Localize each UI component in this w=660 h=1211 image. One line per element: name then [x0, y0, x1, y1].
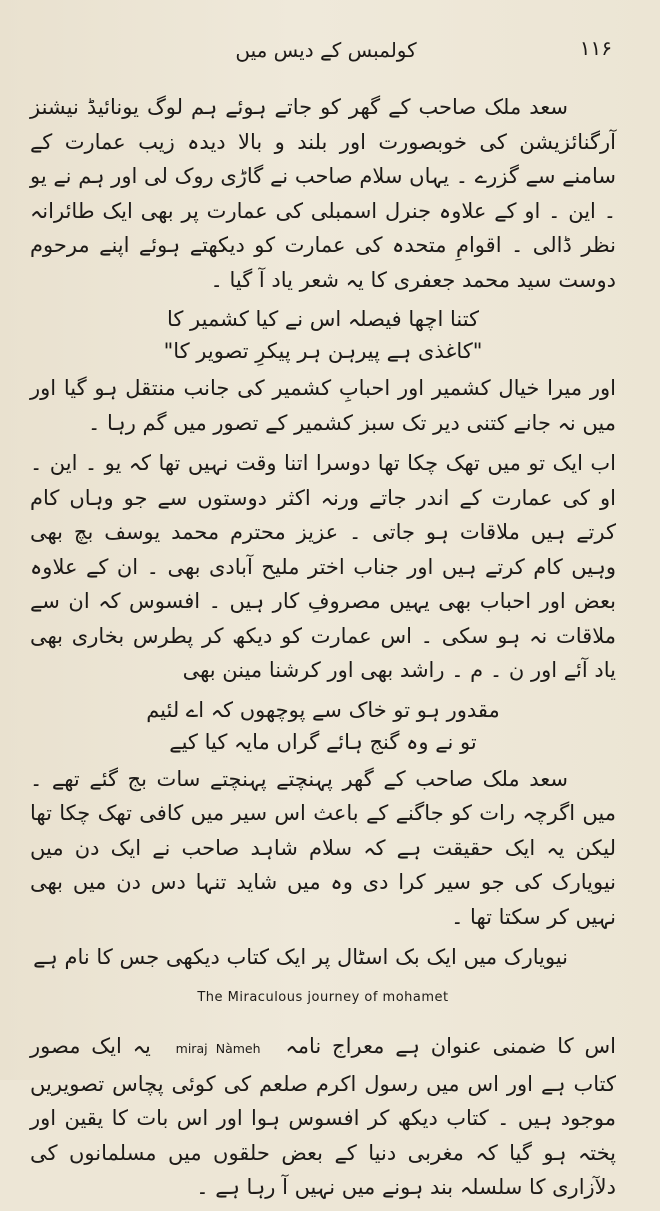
paragraph-2: اور میرا خیال کشمیر اور احبابِ کشمیر کی جانب منتقل ہو گیا اور میں نہ جانے کتنی دیر تک سبز کشمیر کے تصور میں گم رہا ۔ — [30, 376, 616, 435]
book-title-english: The Miraculous journey of mohamet — [197, 989, 449, 1005]
couplet-line-1: مقدور ہو تو خاک سے پوچھوں کہ اے لئیم — [146, 697, 500, 722]
couplet-kashmir — [30, 303, 616, 367]
paragraph-6-after: یہ ایک مصور کتاب ہے اور اس میں رسول اکرم صلعم کی کوئی پچاس تصویریں موجود ہیں ۔ کتاب دیکھ کر افسوس ہوا اور اس بات کا یقین اور پختہ ہو گیا کہ مغربی دنیا کے بعض حلقوں میں مسلمانوں کی دلآزاری کا سلسلہ بند ہونے میں نہیں آ رہا ہے ۔ — [30, 1034, 616, 1199]
couplet-persian — [30, 694, 616, 758]
body-text — [30, 90, 616, 1211]
page-header — [40, 36, 612, 70]
paragraph-5: نیویارک میں ایک بک اسٹال پر ایک کتاب دیکھی جس کا نام ہے — [33, 945, 568, 969]
paragraph-3: اب ایک تو میں تھک چکا تھا دوسرا اتنا وقت نہیں تھا کہ یو ۔ این ۔ او کی عمارت کے اندر جاتے ورنہ اکثر دوستوں سے جو وہاں کام کرتے ہیں ملاقات ہو جاتی ۔ عزیز محترم محمد یوسف بچ بھی وہیں کام کرتے ہیں اور جناب اختر ملیح آبادی بھی ۔ ان کے علاوہ بعض اور احباب بھی یہیں مصروفِ کار ہیں ۔ افسوس کہ ان سے ملاقات نہ ہو سکی ۔ اس عمارت کو دیکھ کر پطرس بخاری بھی یاد آئے اور ن ۔ م ۔ راشد بھی اور کرشنا مینن بھی — [30, 451, 616, 682]
couplet-line-1: کتنا اچھا فیصلہ اس نے کیا کشمیر کا — [166, 307, 480, 331]
miraj-nameh-latin: miraj Nàmeh — [175, 1041, 261, 1056]
running-title: کولمبس کے دیس میں — [235, 38, 417, 62]
paragraph-6 — [30, 1029, 616, 1205]
couplet-line-2: تو نے وہ گنج ہائے گراں مایہ کیا کیے — [169, 729, 477, 754]
page-number: ۱۱۶ — [579, 36, 612, 60]
paragraph-6-before: اس کا ضمنی عنوان ہے معراج نامہ — [285, 1034, 616, 1058]
couplet-line-2: "کاغذی ہے پیرہن ہر پیکرِ تصویر کا" — [163, 339, 483, 363]
paragraph-4: سعد ملک صاحب کے گھر پہنچتے پہنچتے سات بج گئے تھے ۔ میں اگرچہ رات کو جاگنے کے باعث اس سیر میں کافی تھک چکا تھا لیکن یہ ایک حقیقت ہے کہ سلام شاہد صاحب نے ایک دن میں نیویارک کی جو سیر کرا دی وہ میں شاید تنہا دس دن میں بھی نہیں کر سکتا تھا ۔ — [30, 766, 616, 929]
paragraph-1: سعد ملک صاحب کے گھر کو جاتے ہوئے ہم لوگ یونائیڈ نیشنز آرگنائزیشن کی خوبصورت اور بلند و بالا دیدہ زیب عمارت کے سامنے سے گزرے ۔ یہاں سلام صاحب نے گاڑی روک لی اور ہم نے یو ۔ این ۔ او کے علاوہ جنرل اسمبلی کی عمارت پر بھی ایک طائرانہ نظر ڈالی ۔ اقوامِ متحدہ کی عمارت کو دیکھتے ہوئے اپنے مرحوم دوست سید محمد جعفری کا یہ شعر یاد آ گیا ۔ — [30, 95, 616, 292]
